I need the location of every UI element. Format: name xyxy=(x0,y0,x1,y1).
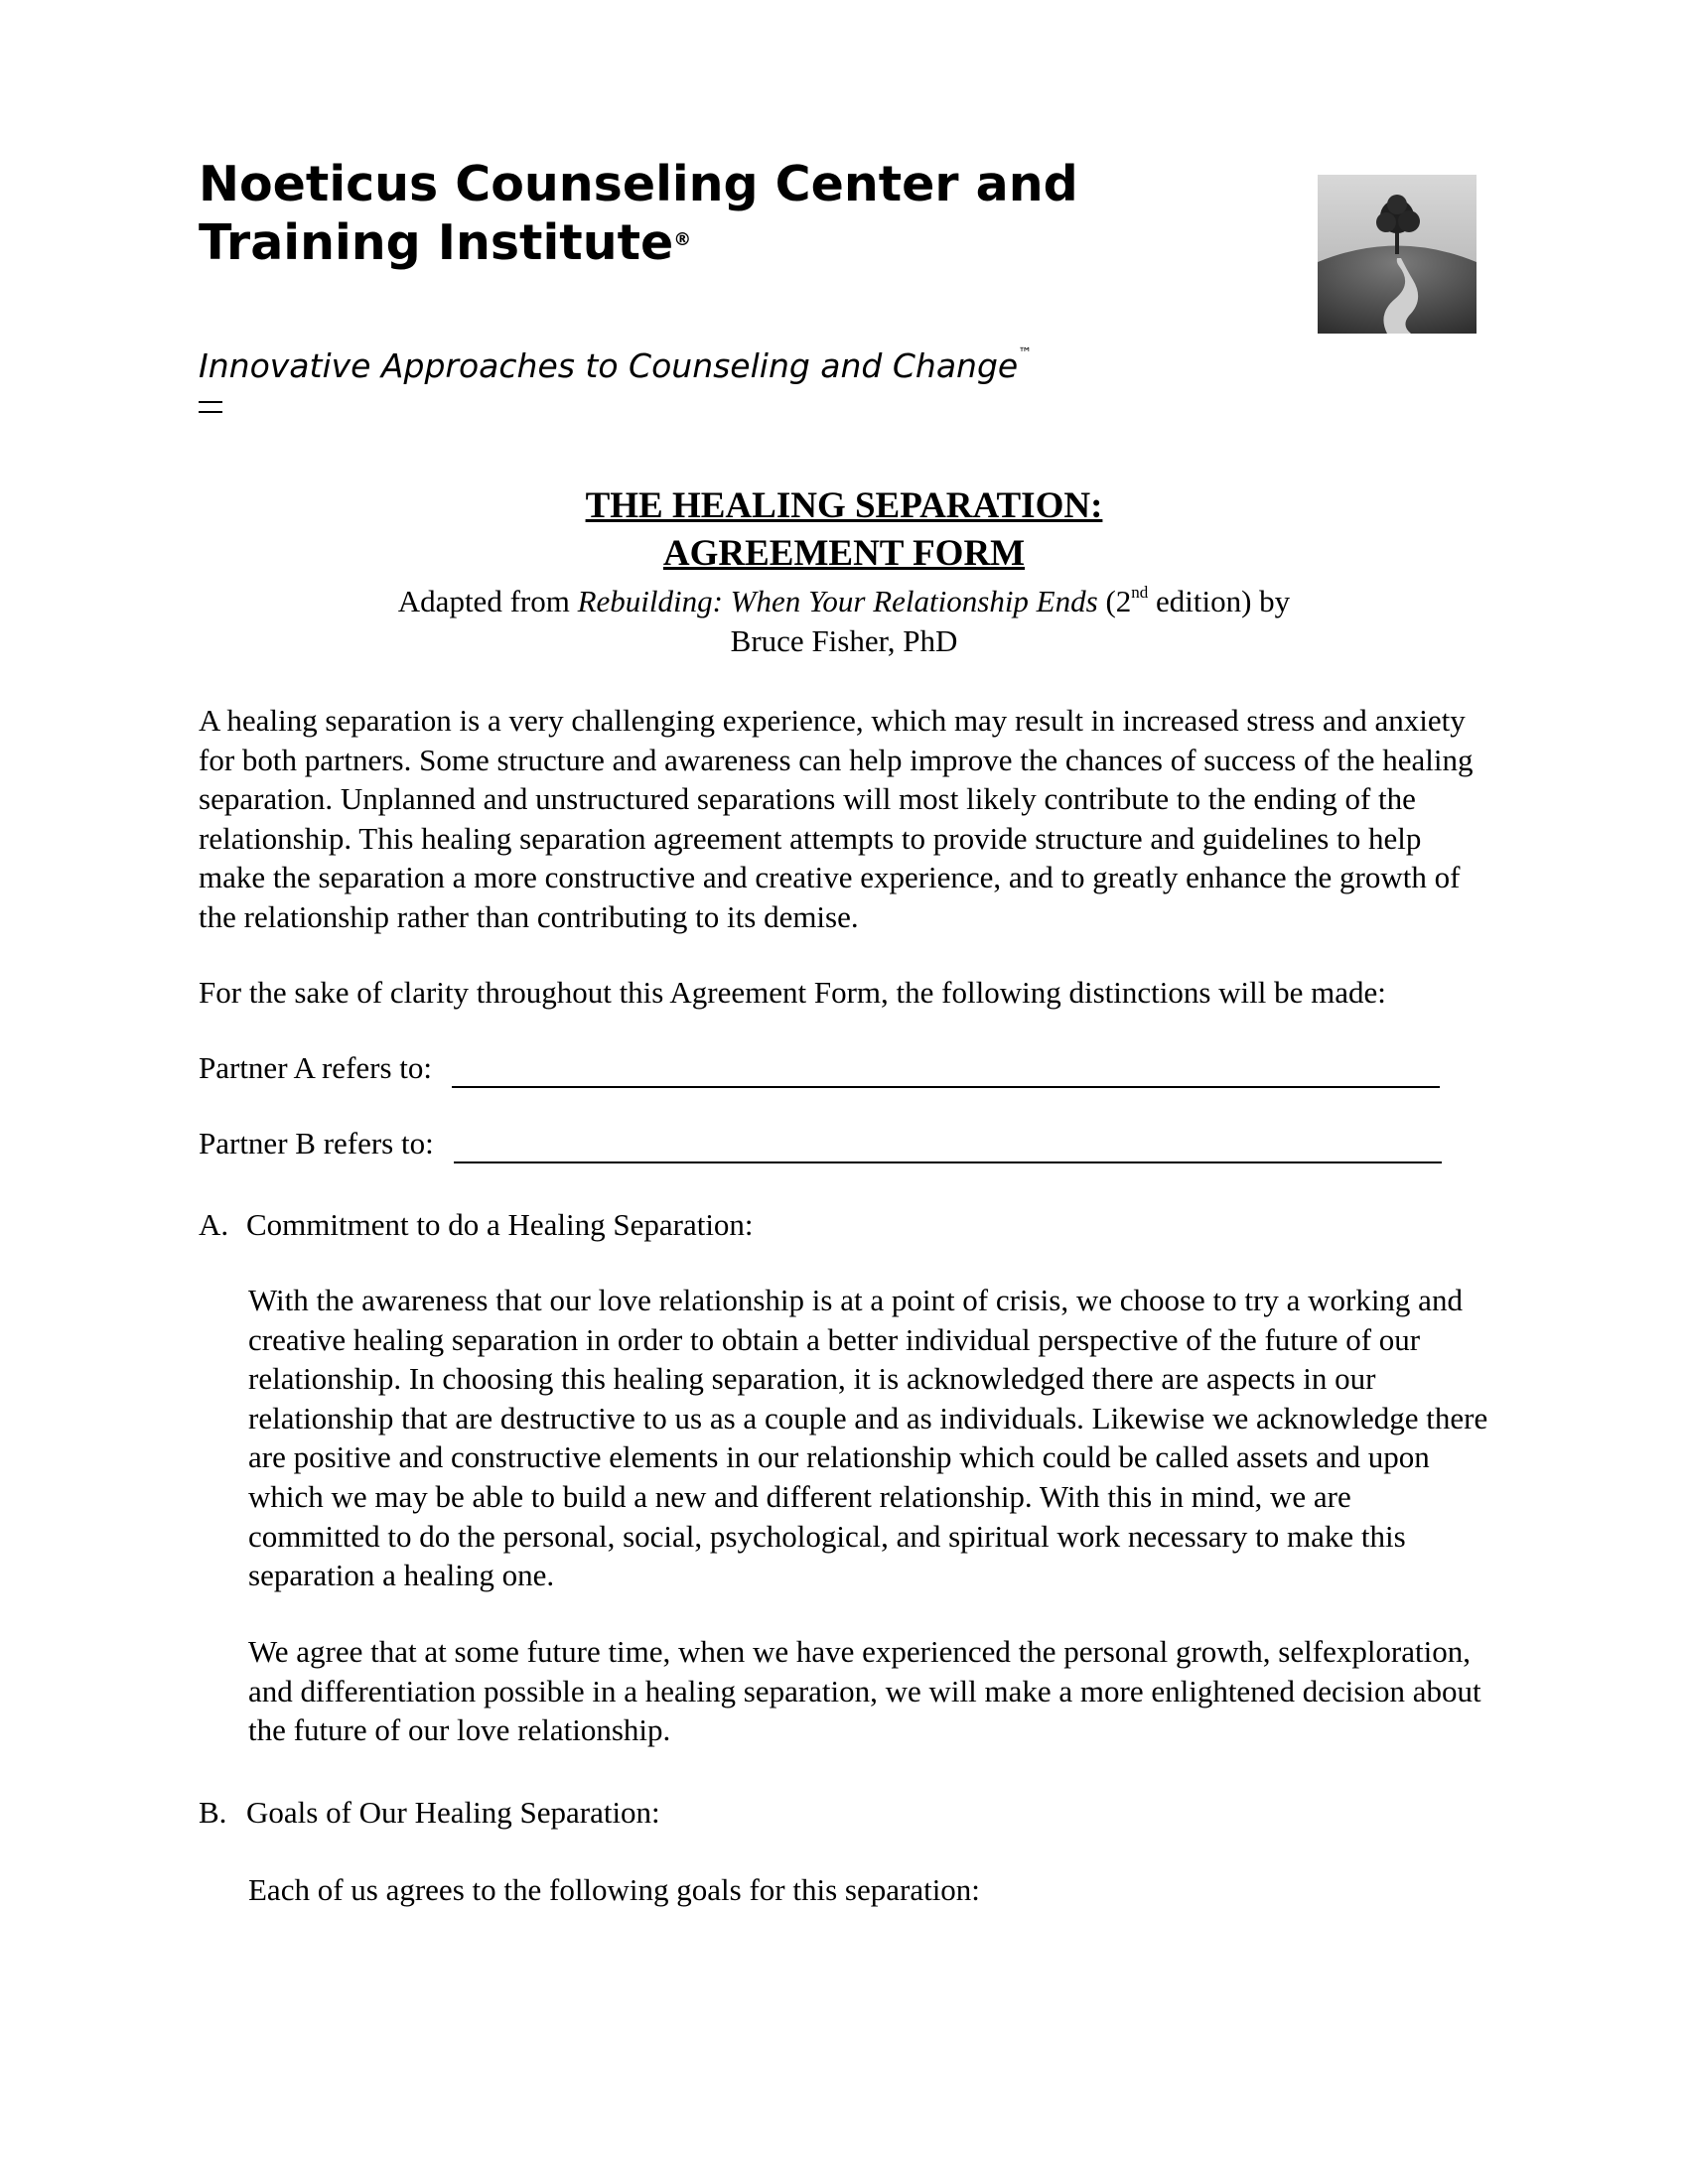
document-title-line2: AGREEMENT FORM xyxy=(662,533,1026,574)
tree-logo-icon xyxy=(1318,175,1477,334)
section-b-heading xyxy=(199,1793,660,1833)
section-b-letter: B. xyxy=(199,1795,227,1830)
registered-mark: ® xyxy=(673,229,692,250)
partner-b-row xyxy=(199,1124,1489,1163)
author-line: Bruce Fisher, PhD xyxy=(730,623,958,658)
distinctions-line: For the sake of clarity throughout this Agreement Form, the following distinctions will be made: xyxy=(199,975,1386,1010)
organization-name xyxy=(199,157,1192,271)
section-a-title: Commitment to do a Healing Separation: xyxy=(246,1207,754,1242)
partner-a-row xyxy=(199,1048,1489,1088)
intro-paragraph: A healing separation is a very challenging experience, which may result in increased stress and anxiety for both partners. Some structure and awareness can help improve the chances of success of the healing separation. Unplanned and unstructured separations will most likely contribute to the ending of the relationship. This healing separation agreement attempts to provide structure and guidelines to help make the separation a more constructive and creative experience, and to greatly enhance the growth of the relationship rather than contributing to its demise. xyxy=(199,703,1474,934)
section-a-letter: A. xyxy=(199,1207,229,1242)
edition-open: (2 xyxy=(1105,584,1132,618)
edition-superscript: nd xyxy=(1131,583,1149,602)
book-title: Rebuilding: When Your Relationship Ends xyxy=(577,584,1098,618)
partner-a-label: Partner A refers to: xyxy=(199,1050,433,1085)
organization-name-line2: Training Institute xyxy=(199,214,674,271)
document-title-line1: THE HEALING SEPARATION: xyxy=(585,485,1103,526)
adapted-prefix: Adapted from xyxy=(397,584,570,618)
section-a-paragraph-2: We agree that at some future time, when we have experienced the personal growth, selfexploration, and differentiation possible in a healing separation, we will make a more enlightened decision about the future of our love relationship. xyxy=(248,1634,1481,1748)
partner-b-field[interactable] xyxy=(454,1132,1442,1163)
tagline-text: Innovative Approaches to Counseling and Change xyxy=(199,346,1019,385)
edition-close: edition) by xyxy=(1156,584,1291,618)
section-b-paragraph-1: Each of us agrees to the following goals for this separation: xyxy=(248,1872,980,1907)
section-a-heading xyxy=(199,1205,754,1245)
section-a-paragraph-1: With the awareness that our love relationship is at a point of crisis, we choose to try a working and creative healing separation in order to obtain a better individual perspective of the future of our relationship. In choosing this healing separation, it is acknowledged there are aspects in our relationship that are destructive to us as a couple and as individuals. Likewise we acknowledge there are positive and constructive elements in our relationship which could be called assets and upon which we may be able to build a new and different relationship. With this in mind, we are committed to do the personal, social, psychological, and spiritual work necessary to make this separation a healing one. xyxy=(248,1283,1488,1593)
adapted-from-line xyxy=(0,582,1688,621)
tagline xyxy=(199,334,1032,386)
partner-a-field[interactable] xyxy=(452,1056,1440,1088)
decorative-mark xyxy=(199,401,222,413)
organization-name-line1: Noeticus Counseling Center and xyxy=(199,156,1078,212)
section-b-title: Goals of Our Healing Separation: xyxy=(246,1795,660,1830)
partner-b-label: Partner B refers to: xyxy=(199,1126,434,1160)
trademark-mark: ™ xyxy=(1018,345,1033,361)
